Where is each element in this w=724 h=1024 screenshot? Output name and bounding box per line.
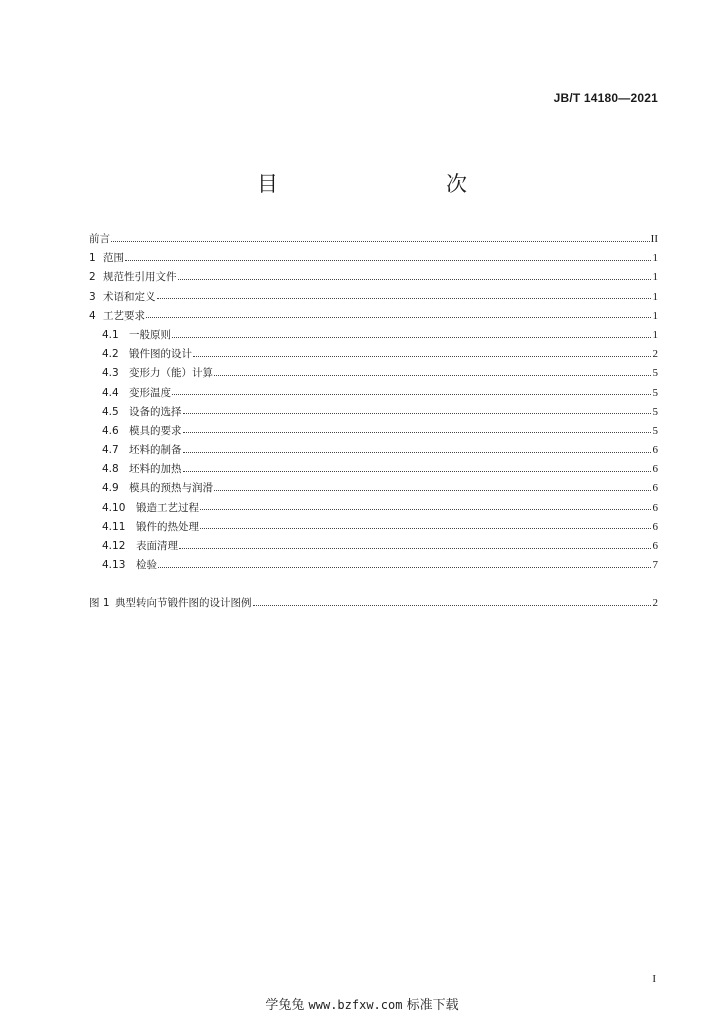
toc-entry-4-1[interactable]: [89, 326, 658, 345]
toc-leader-dots: [146, 316, 651, 318]
toc-label: 模具的预热与润滑: [129, 482, 213, 495]
toc-entry-4-3[interactable]: [89, 364, 658, 383]
toc-page: 6: [652, 482, 658, 495]
toc-label: 范围: [103, 252, 124, 265]
standard-code: JB/T 14180—2021: [553, 91, 658, 105]
toc-label: 规范性引用文件: [103, 271, 177, 284]
toc-leader-dots: [200, 508, 651, 510]
toc-leader-dots: [214, 489, 651, 491]
toc-page: 1: [652, 328, 658, 341]
toc-number: 3: [89, 290, 96, 303]
toc-leader-dots: [179, 547, 651, 549]
toc-entry-figure-1[interactable]: [89, 594, 658, 613]
toc-leader-dots: [158, 566, 651, 568]
toc-number: 4.11: [102, 520, 126, 533]
toc-leader-dots: [111, 240, 650, 242]
toc-entry-4-7[interactable]: [89, 441, 658, 460]
toc-leader-dots: [193, 355, 651, 357]
toc-page: 5: [652, 367, 658, 380]
toc-label: 模具的要求: [129, 424, 182, 437]
toc-number: 4.5: [102, 405, 119, 418]
toc-entry-1[interactable]: [89, 249, 658, 268]
toc-label: 坯料的制备: [129, 444, 182, 457]
toc-leader-dots: [183, 431, 652, 433]
toc-label: 一般原则: [129, 328, 171, 341]
toc-leader-dots: [157, 297, 652, 299]
watermark-slogan: 标准下载: [406, 998, 459, 1013]
toc-number: 4.9: [102, 482, 119, 495]
toc-entry-4-2[interactable]: [89, 345, 658, 364]
toc-page: 7: [652, 559, 658, 572]
toc-label: 变形力（能）计算: [129, 367, 213, 380]
toc-entry-preface[interactable]: [89, 230, 658, 249]
toc-entry-3[interactable]: [89, 288, 658, 307]
page-number: I: [652, 973, 656, 985]
toc-page: II: [650, 233, 658, 245]
watermark-site-name: 学兔兔: [265, 998, 305, 1013]
toc-leader-dots: [183, 412, 652, 414]
toc-leader-dots: [200, 527, 651, 529]
toc-leader-dots: [125, 259, 651, 261]
toc-leader-dots: [183, 451, 652, 453]
toc-entry-4-6[interactable]: [89, 422, 658, 441]
toc-number: 2: [89, 271, 96, 284]
toc-number: 1: [89, 252, 96, 265]
toc-page: 6: [652, 444, 658, 457]
toc-page: 2: [652, 597, 658, 610]
toc-entry-4-13[interactable]: [89, 556, 658, 575]
toc-page: 6: [652, 540, 658, 552]
toc-entry-2[interactable]: [89, 268, 658, 287]
toc-label: 检验: [136, 559, 157, 572]
toc-number: 4.13: [102, 559, 126, 572]
toc-leader-dots: [172, 393, 651, 395]
toc-number: 4.6: [102, 424, 119, 437]
watermark-url[interactable]: www.bzfxw.com: [308, 998, 403, 1012]
toc-page: 6: [652, 501, 658, 514]
toc-label: 设备的选择: [129, 405, 182, 418]
toc-leader-dots: [183, 470, 652, 472]
toc-page: 1: [652, 309, 658, 322]
toc-number: 4.8: [102, 463, 119, 476]
toc-label: 前言: [89, 233, 110, 245]
table-of-contents: [89, 230, 658, 614]
toc-label: 锻件的热处理: [136, 520, 199, 533]
toc-number: 4.3: [102, 367, 119, 380]
toc-number: 4.1: [102, 328, 119, 341]
toc-label: 术语和定义: [103, 290, 156, 303]
toc-page: 2: [652, 348, 658, 361]
toc-label: 坯料的加热: [129, 463, 182, 476]
toc-number: 4.10: [102, 501, 126, 514]
watermark: [0, 994, 724, 1013]
toc-leader-dots: [172, 336, 651, 338]
toc-entry-4-4[interactable]: [89, 384, 658, 403]
toc-page: 6: [652, 520, 658, 533]
toc-page: 1: [652, 290, 658, 303]
toc-leader-dots: [214, 374, 651, 376]
toc-number: 4.7: [102, 444, 119, 457]
toc-label: 锻件图的设计: [129, 348, 192, 361]
toc-entry-4-5[interactable]: [89, 403, 658, 422]
toc-entry-4-9[interactable]: [89, 479, 658, 498]
toc-page: 1: [652, 271, 658, 284]
toc-number: 4.12: [102, 540, 126, 552]
toc-page: 5: [652, 386, 658, 399]
toc-label: 工艺要求: [103, 309, 145, 322]
toc-leader-dots: [253, 604, 652, 606]
toc-entry-4[interactable]: [89, 307, 658, 326]
toc-entry-4-11[interactable]: [89, 518, 658, 537]
page-title: 目 次: [257, 172, 509, 196]
toc-page: 1: [652, 252, 658, 265]
toc-label: 表面清理: [136, 540, 178, 552]
toc-entry-4-10[interactable]: [89, 499, 658, 518]
toc-number: 4.2: [102, 348, 119, 361]
toc-page: 5: [652, 424, 658, 437]
toc-leader-dots: [178, 278, 652, 280]
toc-label: 变形温度: [129, 386, 171, 399]
toc-entry-4-8[interactable]: [89, 460, 658, 479]
toc-number: 图 1: [89, 597, 110, 610]
toc-page: 5: [652, 405, 658, 418]
toc-label: 典型转向节锻件图的设计图例: [115, 597, 252, 610]
toc-number: 4.4: [102, 386, 119, 399]
toc-label: 锻造工艺过程: [136, 501, 199, 514]
toc-page: 6: [652, 463, 658, 476]
toc-number: 4: [89, 309, 96, 322]
toc-entry-4-12[interactable]: [89, 537, 658, 556]
